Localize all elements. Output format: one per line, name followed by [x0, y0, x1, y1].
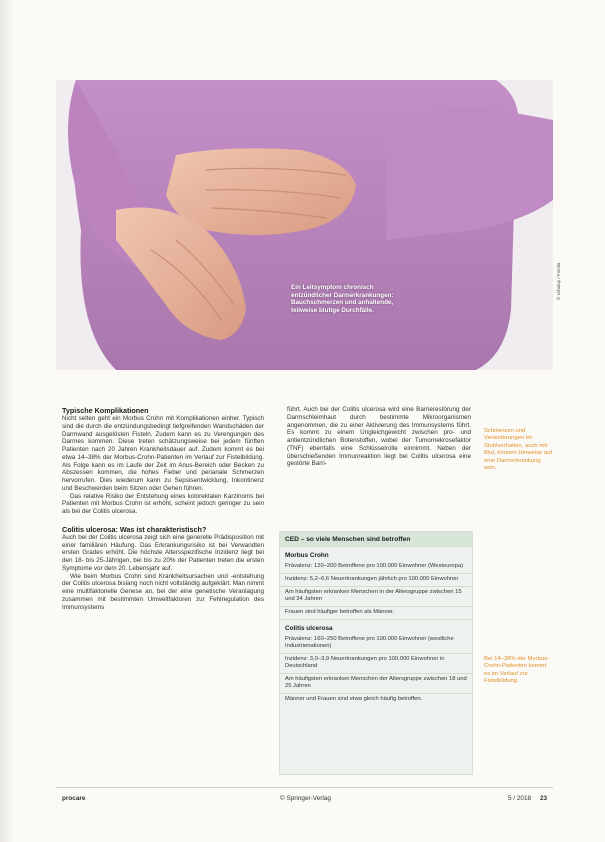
info-box-row: Inzidenz: 3,0–3,9 Neuerkrankungen pro 100.000 Einwohner in Deutschland [280, 654, 472, 674]
info-box-subhead: Morbus Crohn [285, 552, 329, 559]
info-box-row: Prävalenz: 120–200 Betroffene pro 100.000 Einwohner (Westeuropa) [280, 561, 472, 574]
paragraph: Nicht selten geht ein Morbus Crohn mit Komplikationen einher. Typisch sind die durch die entzündungsbedingt tiefgreifenden Wandschäden der Darmwand ausgelösten Fisteln. Zudem kann es zu Verengungen des Darmes kommen. Diese treten schätzungsweise bei jedem fünften Patienten nach 20 Jahren Krankheitsdauer auf. Zudem kommt es bei etwa 14–38% der Morbus-Crohn-Patienten im Verlauf zur Fistelbildung. Als Folge kann es im Laufe der Zeit im Anus-Bereich oder Becken zu Abszessen kommen, die hohes Fieber und perianale Schmerzen hervorrufen. Dies wiederum kann zu Sepsisentwicklung, Inkontinenz und Beschwerden beim Sitzen oder Gehen führen. [62, 415, 264, 492]
info-box-row: Inzidenz: 5,2–6,6 Neuerkrankungen jährlich pro 100.000 Einwohner [280, 574, 472, 587]
text-column-left [62, 406, 264, 611]
page-number: 23 [540, 795, 548, 802]
paragraph: führt. Auch bei der Colitis ulcerosa wird eine Barrierestörung der Darmschleimhaut durch bestimmte Mikroorganismen angenommen, die zu einer Aktivierung des Immunsystems führt. Es kommt zu einem Ungleichgewicht zwischen pro- und antientzündlichen Botenstoffen, wobei der Tumornekrosefaktor (TNF) ebenfalls eine Schlüsselrolle einnimmt. Neben der überschießenden Immunreaktion liegt bei Colitis ulcerosa eine gestörte Barri- [287, 406, 471, 468]
footer-journal: procare [62, 795, 86, 802]
info-box-row: Am häufigsten erkranken Menschen in der Altersgruppe zwischen 15 und 34 Jahren [280, 587, 472, 607]
footer-divider [56, 787, 553, 788]
heading-colitis: Colitis ulcerosa: Was ist charakteristisch? [62, 524, 207, 534]
paragraph: Wie beim Morbus Crohn sind Krankheitsursachen und -entstehung der Colitis ulcerosa bislang noch nicht vollständig aufgeklärt. Man nimmt eine multifaktorielle Genese an, bei der eine genetische Veranlagung zusammen mit bestimmten Umweltfaktoren zur Fehlregulation des Immunsystems [62, 572, 264, 611]
page-spine-shadow [0, 0, 14, 842]
paragraph: Auch bei der Colitis ulcerosa zeigt sich eine generelle Prädisposition mit einer familiären Häufung. Das Erkrankungsrisiko ist bei Verwandten ersten Grades erhöht. Die höchste Altersspezifische Inzidenz liegt bei den 18- bis 25-Jährigen, bei bis zu 20% der Patienten treten die ersten Symptome vor dem 20. Lebensjahr auf. [62, 533, 264, 572]
sidenote-2: Bei 14–38% der Morbus-Crohn-Patienten kommt es im Verlauf zur Fistelbildung. [484, 656, 550, 685]
footer-issue: 5 / 2018 [508, 795, 532, 802]
info-box-row: Prävalenz: 160–250 Betroffene pro 100.000 Einwohner (westliche Industrienationen) [280, 634, 472, 654]
info-box [279, 531, 473, 775]
info-box-row: Männer und Frauen sind etwa gleich häufig betroffen. [285, 696, 423, 702]
info-box-title: CED – so viele Menschen sind betroffen [280, 532, 472, 547]
photo-credit: © vchalup / Fotolia [556, 262, 561, 300]
info-box-row: Am häufigsten erkranken Menschen der Altersgruppe zwischen 18 und 25 Jahren [280, 674, 472, 694]
text-column-right [287, 406, 471, 468]
photo-caption: Ein Leitsymptom chronisch entzündlicher Darmerkrankungen: Bauchschmerzen und anhaltende, teilweise blutige Durchfälle. [291, 284, 394, 314]
sidenote-1: Schmerzen und Veränderungen im Stuhlverhalten, auch mit Blut, können Hinweise auf eine Darmerkrankung sein. [484, 428, 553, 472]
photo-illustration [56, 80, 553, 370]
paragraph: Das relative Risiko der Entstehung eines kolorektalen Karzinoms bei Patienten mit Morbus Crohn ist erhöht, scheint jedoch geringer zu sein als bei der Colitis ulcerosa. [62, 492, 264, 515]
footer-publisher: © Springer-Verlag [280, 795, 331, 802]
hero-photo [56, 80, 553, 370]
info-box-row: Frauen sind häufiger betroffen als Männer. [280, 607, 472, 620]
heading-complications: Typische Komplikationen [62, 406, 149, 415]
info-box-subhead: Colitis ulcerosa [285, 625, 333, 632]
